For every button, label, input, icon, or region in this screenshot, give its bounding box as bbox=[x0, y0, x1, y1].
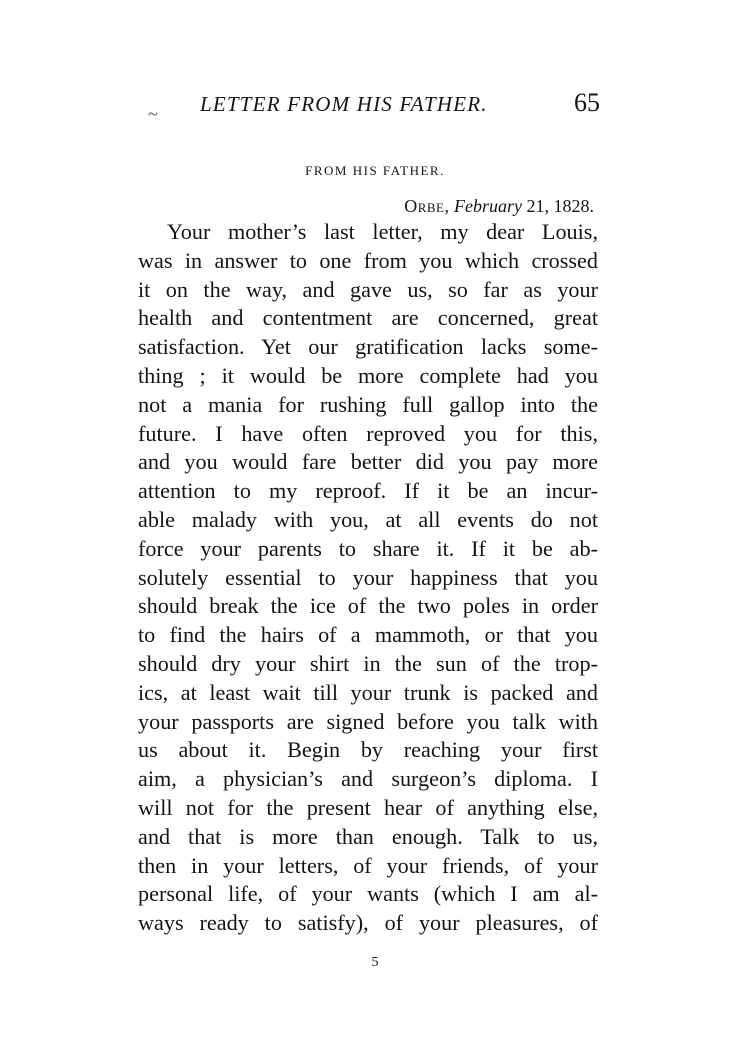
body-line: satisfaction. Yet our gratification lacks some- bbox=[138, 334, 598, 360]
body-line: and that is more than enough. Talk to us, bbox=[138, 823, 598, 849]
body-line: will not for the present hear of anything else, bbox=[138, 794, 598, 820]
body-line: able malady with you, at all events do not bbox=[138, 506, 598, 532]
body-line: ics, at least wait till your trunk is packed and bbox=[138, 679, 598, 705]
body-line: was in answer to one from you which crossed bbox=[138, 247, 598, 273]
body-line: us about it. Begin by reaching your first bbox=[138, 737, 598, 763]
body-line: not a mania for rushing full gallop into the bbox=[138, 391, 598, 417]
dateline-place: Orbe, bbox=[404, 196, 450, 216]
body-line: future. I have often reproved you for this, bbox=[138, 420, 598, 446]
body-line: your passports are signed before you talk with bbox=[138, 708, 598, 734]
body-line: health and contentment are concerned, great bbox=[138, 305, 598, 331]
dateline-month: February bbox=[454, 196, 522, 216]
body-line: attention to my reproof. If it be an incur- bbox=[138, 478, 598, 504]
letter-heading: FROM HIS FATHER. bbox=[305, 163, 445, 178]
page-number: 65 bbox=[574, 88, 600, 117]
body-line: to find the hairs of a mammoth, or that you bbox=[138, 622, 598, 648]
body-line: should dry your shirt in the sun of the trop- bbox=[138, 650, 598, 676]
body-line: Your mother’s last letter, my dear Louis, bbox=[167, 219, 598, 244]
stray-mark: ~ bbox=[148, 104, 156, 124]
running-head-title: LETTER FROM HIS FATHER. bbox=[200, 92, 488, 116]
body-line: it on the way, and gave us, so far as your bbox=[138, 276, 598, 302]
body-line: solutely essential to your happiness that you bbox=[138, 564, 598, 590]
signature-mark: 5 bbox=[371, 955, 379, 970]
body-line: force your parents to share it. If it be ab- bbox=[138, 535, 598, 561]
dateline bbox=[404, 196, 594, 217]
body-line: ways ready to satisfy), of your pleasures, of bbox=[138, 910, 598, 936]
letter-body bbox=[138, 218, 598, 938]
body-line: personal life, of your wants (which I am al- bbox=[138, 881, 598, 907]
body-line: should break the ice of the two poles in order bbox=[138, 593, 598, 619]
body-line: thing ; it would be more complete had you bbox=[138, 362, 598, 388]
body-line: aim, a physician’s and surgeon’s diploma. I bbox=[138, 766, 598, 792]
body-line: and you would fare better did you pay more bbox=[138, 449, 598, 475]
body-line: then in your letters, of your friends, of your bbox=[138, 852, 598, 878]
dateline-date: 21, 1828. bbox=[526, 196, 594, 216]
